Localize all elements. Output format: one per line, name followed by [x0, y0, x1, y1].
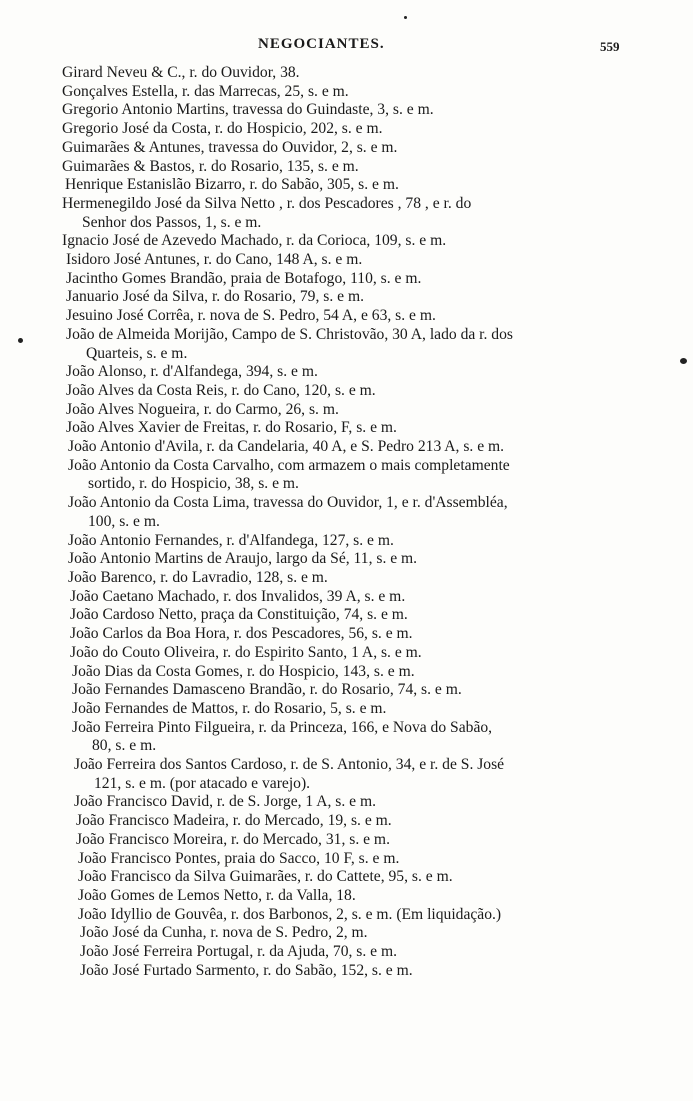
list-item — [0, 120, 693, 139]
entry-text: João Antonio Fernandes, r. d'Alfandega, 127, s. e m. — [68, 531, 394, 549]
list-item — [0, 494, 693, 531]
entry-text: João José Ferreira Portugal, r. da Ajuda, 70, s. e m. — [80, 943, 398, 961]
entry-text: João Alves Nogueira, r. do Carmo, 26, s. m. — [66, 400, 339, 418]
list-item — [0, 793, 693, 812]
list-item — [0, 363, 693, 382]
entry-text: João do Couto Oliveira, r. do Espirito Santo, 1 A, s. e m. — [70, 643, 422, 661]
entry-text: João Ferreira dos Santos Cardoso, r. de S. Antonio, 34, e r. de S. José — [74, 756, 505, 774]
entry-text: Girard Neveu & C., r. do Ouvidor, 38. — [62, 64, 300, 81]
list-item — [0, 606, 693, 625]
list-item — [0, 64, 693, 83]
list-item — [0, 251, 693, 270]
entry-text: Guimarães & Bastos, r. do Rosario, 135, s. e m. — [62, 157, 359, 175]
entry-text: João Fernandes de Mattos, r. do Rosario, 5, s. e m. — [72, 699, 387, 717]
ink-speck — [404, 16, 407, 19]
list-item — [0, 101, 693, 120]
list-item — [0, 700, 693, 719]
entry-text: Isidoro José Antunes, r. do Cano, 148 A, s. e m. — [66, 251, 363, 269]
entry-text: João Antonio d'Avila, r. da Candelaria, 40 A, e S. Pedro 213 A, s. e m. — [68, 438, 505, 456]
entry-text: João Fernandes Damasceno Brandão, r. do Rosario, 74, s. e m. — [72, 681, 462, 699]
entry-text: João Alonso, r. d'Alfandega, 394, s. e m. — [66, 363, 318, 381]
list-item — [0, 288, 693, 307]
entry-text: João Antonio Martins de Araujo, largo da Sé, 11, s. e m. — [68, 550, 418, 568]
list-item — [0, 625, 693, 644]
list-item — [0, 139, 693, 158]
entry-text: João Francisco David, r. de S. Jorge, 1 A, s. e m. — [74, 793, 377, 811]
ink-speck — [18, 338, 23, 343]
list-item — [0, 906, 693, 925]
list-item — [0, 401, 693, 420]
entry-text: João Ferreira Pinto Filgueira, r. da Princeza, 166, e Nova do Sabão, — [72, 718, 493, 736]
entry-text: Gonçalves Estella, r. das Marrecas, 25, s. e m. — [62, 82, 349, 100]
list-item — [0, 532, 693, 551]
list-item — [0, 831, 693, 850]
list-item — [0, 232, 693, 251]
list-item — [0, 663, 693, 682]
list-item — [0, 83, 693, 102]
running-head: NEGOCIANTES. — [258, 36, 385, 52]
entry-continuation: Senhor dos Passos, 1, s. e m. — [82, 213, 262, 231]
entry-text: João Francisco Moreira, r. do Mercado, 31, s. e m. — [76, 830, 390, 848]
entry-text: João Idyllio de Gouvêa, r. dos Barbonos, 2, s. e m. (Em liquidação.) — [78, 905, 502, 923]
list-item — [0, 176, 693, 195]
entry-continuation: 121, s. e m. (por atacado e varejo). — [94, 774, 311, 792]
entry-text: João Alves Xavier de Freitas, r. do Rosario, F, s. e m. — [66, 419, 397, 437]
list-item — [0, 962, 693, 981]
entry-text: João Cardoso Netto, praça da Constituição, 74, s. e m. — [70, 606, 408, 624]
entry-text: João Francisco da Silva Guimarães, r. do Cattete, 95, s. e m. — [78, 868, 453, 886]
entry-continuation: 80, s. e m. — [92, 737, 157, 755]
list-item — [0, 644, 693, 663]
list-item — [0, 850, 693, 869]
list-item — [0, 457, 693, 494]
entry-text: Ignacio José de Azevedo Machado, r. da Corioca, 109, s. e m. — [62, 232, 447, 250]
list-item — [0, 326, 693, 363]
list-item — [0, 569, 693, 588]
entry-continuation: 100, s. e m. — [88, 512, 160, 530]
entry-text: João José da Cunha, r. nova de S. Pedro, 2, m. — [80, 924, 368, 942]
list-item — [0, 307, 693, 326]
ink-speck — [680, 358, 687, 364]
list-item — [0, 756, 693, 793]
list-item — [0, 419, 693, 438]
list-item — [0, 195, 693, 232]
entry-continuation: sortido, r. do Hospicio, 38, s. e m. — [88, 475, 299, 493]
entry-text: João Francisco Madeira, r. do Mercado, 19, s. e m. — [76, 812, 392, 830]
list-item — [0, 812, 693, 831]
entry-text: João José Furtado Sarmento, r. do Sabão, 152, s. e m. — [80, 961, 413, 979]
list-item — [0, 550, 693, 569]
entry-text: Jesuino José Corrêa, r. nova de S. Pedro, 54 A, e 63, s. e m. — [66, 307, 436, 325]
entry-text: João de Almeida Morijão, Campo de S. Christovão, 30 A, lado da r. dos — [66, 325, 513, 343]
list-item — [0, 719, 693, 756]
list-item — [0, 681, 693, 700]
entry-text: João Gomes de Lemos Netto, r. da Valla, 18. — [78, 886, 356, 904]
entry-text: Gregorio Antonio Martins, travessa do Guindaste, 3, s. e m. — [62, 101, 434, 119]
entry-text: João Carlos da Boa Hora, r. dos Pescadores, 56, s. e m. — [70, 625, 413, 643]
entry-text: João Caetano Machado, r. dos Invalidos, 39 A, s. e m. — [70, 587, 406, 605]
merchant-list — [0, 64, 693, 980]
entry-text: João Barenco, r. do Lavradio, 128, s. e m. — [68, 568, 328, 586]
entry-text: João Dias da Costa Gomes, r. do Hospicio, 143, s. e m. — [72, 662, 415, 680]
list-item — [0, 887, 693, 906]
entry-text: Januario José da Silva, r. do Rosario, 79, s. e m. — [66, 288, 364, 306]
entry-continuation: Quarteis, s. e m. — [86, 344, 188, 362]
list-item — [0, 158, 693, 177]
entry-text: João Antonio da Costa Lima, travessa do Ouvidor, 1, e r. d'Assembléa, — [68, 494, 508, 512]
entry-text: Guimarães & Antunes, travessa do Ouvidor, 2, s. e m. — [62, 138, 398, 156]
page-number: 559 — [600, 39, 620, 54]
page-header — [0, 30, 693, 52]
entry-text: Jacintho Gomes Brandão, praia de Botafogo, 110, s. e m. — [66, 269, 422, 287]
list-item — [0, 868, 693, 887]
list-item — [0, 382, 693, 401]
entry-text: Hermenegildo José da Silva Netto , r. dos Pescadores , 78 , e r. do — [62, 194, 472, 212]
list-item — [0, 270, 693, 289]
list-item — [0, 588, 693, 607]
entry-text: Henrique Estanislão Bizarro, r. do Sabão, 305, s. e m. — [65, 176, 399, 194]
entry-text: João Francisco Pontes, praia do Sacco, 10 F, s. e m. — [78, 849, 400, 867]
list-item — [0, 943, 693, 962]
entry-text: João Antonio da Costa Carvalho, com armazem o mais completamente — [68, 456, 510, 474]
list-item — [0, 924, 693, 943]
entry-text: João Alves da Costa Reis, r. do Cano, 120, s. e m. — [66, 381, 376, 399]
entry-text: Gregorio José da Costa, r. do Hospicio, 202, s. e m. — [62, 120, 383, 138]
list-item — [0, 438, 693, 457]
